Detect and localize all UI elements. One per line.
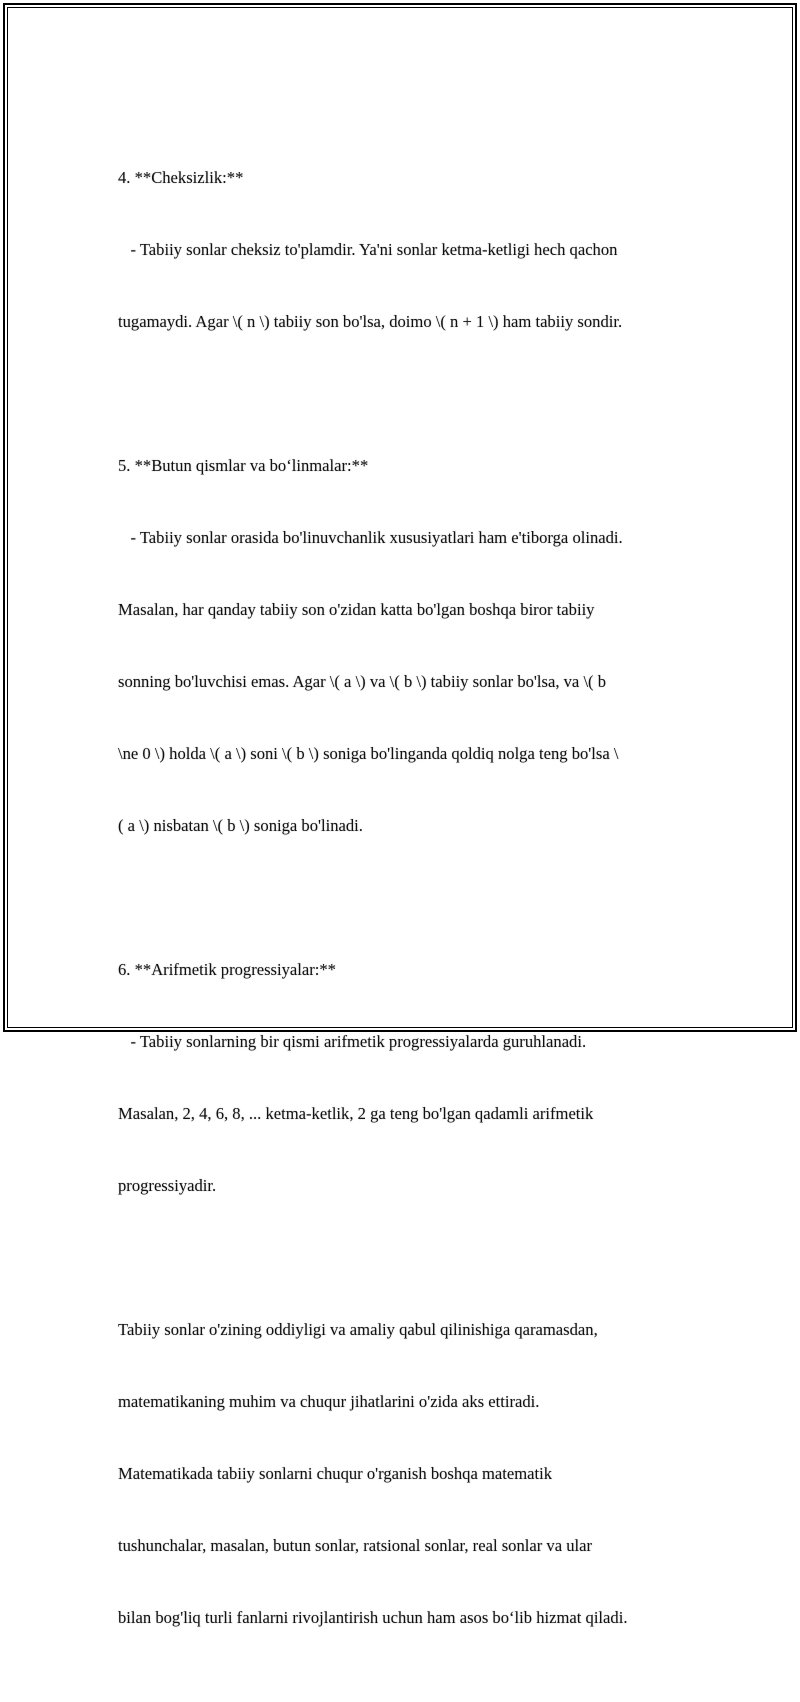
text-line: matematikaning muhim va chuqur jihatlarini o'zida aks ettiradi.: [118, 1392, 540, 1411]
text-line: 5. **Butun qismlar va bo‘linmalar:**: [118, 456, 369, 475]
text-line: - Tabiiy sonlarning bir qismi arifmetik progressiyalarda guruhlanadi.: [118, 1032, 587, 1051]
text-line: Masalan, har qanday tabiiy son o'zidan katta bo'lgan boshqa biror tabiiy: [118, 600, 595, 619]
text-line: sonning bo'luvchisi emas. Agar \( a \) va \( b \) tabiiy sonlar bo'lsa, va \( b: [118, 672, 607, 691]
section-cheksizlik: [118, 118, 696, 382]
text-line: tugamaydi. Agar \( n \) tabiiy son bo'lsa, doimo \( n + 1 \) ham tabiiy sondir.: [118, 312, 623, 331]
text-line: \ne 0 \) holda \( a \) soni \( b \) soniga bo'linganda qoldiq nolga teng bo'lsa \: [118, 744, 619, 763]
text-line: ( a \) nisbatan \( b \) soniga bo'linadi.: [118, 816, 363, 835]
text-line: Tabiiy sonlar o'zining oddiyligi va amaliy qabul qilinishiga qaramasdan,: [118, 1320, 598, 1339]
text-line: tushunchalar, masalan, butun sonlar, ratsional sonlar, real sonlar va ular: [118, 1536, 593, 1555]
text-line: - Tabiiy sonlar orasida bo'linuvchanlik xususiyatlari ham e'tiborga olinadi.: [118, 528, 623, 547]
section-arifmetik-progressiyalar: [118, 910, 696, 1246]
text-line: Masalan, 2, 4, 6, 8, ... ketma-ketlik, 2 ga teng bo'lgan qadamli arifmetik: [118, 1104, 594, 1123]
text-line: bilan bog'liq turli fanlarni rivojlantirish uchun ham asos bo‘lib hizmat qiladi.: [118, 1608, 628, 1627]
text-line: - Tabiiy sonlar cheksiz to'plamdir. Ya'ni sonlar ketma-ketligi hech qachon: [118, 240, 618, 259]
section-conclusion: [118, 1270, 696, 1678]
text-line: 4. **Cheksizlik:**: [118, 168, 244, 187]
text-line: Matematikada tabiiy sonlarni chuqur o'rganish boshqa matematik: [118, 1464, 553, 1483]
document-body: [118, 118, 696, 1702]
text-line: 6. **Arifmetik progressiyalar:**: [118, 960, 336, 979]
text-line: progressiyadir.: [118, 1176, 217, 1195]
section-butun-qismlar: [118, 406, 696, 886]
